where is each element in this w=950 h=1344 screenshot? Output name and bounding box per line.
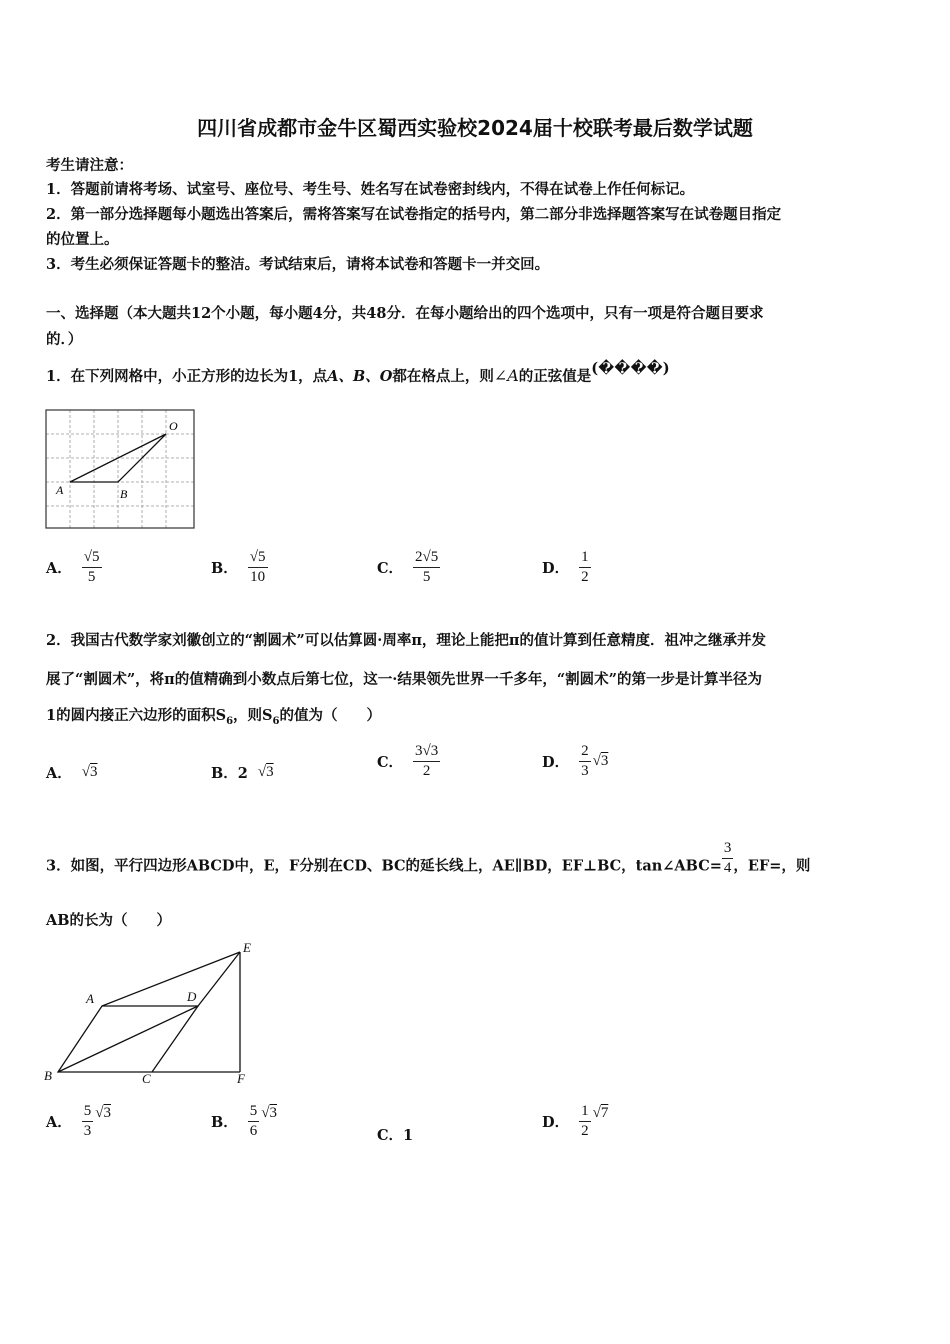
q2-option-d[interactable]: D． $\frac{2}{3}$ √3 xyxy=(542,743,609,779)
sqrt: √3 xyxy=(257,764,274,780)
q2-option-b[interactable]: B．2 √3 xyxy=(211,764,274,782)
notice-item-2-cont: 的位置上。 xyxy=(46,231,119,248)
point-a-label: A xyxy=(86,991,94,1006)
point-e-label: E xyxy=(243,940,251,955)
question-2-line-3: 1的圆内接正六边形的面积$S_6$，则$S_6$的值为（ ） xyxy=(46,707,381,727)
fraction: $\frac{2}{3}$ xyxy=(581,743,589,779)
question-1-grid-figure xyxy=(44,408,198,532)
sqrt: √7 xyxy=(592,1105,609,1121)
sqrt: √3 xyxy=(261,1105,277,1121)
q3-option-b[interactable]: B． $\frac{5}{6}$ √3 xyxy=(211,1103,277,1139)
fraction: $\frac{2√5}{5}$ xyxy=(415,549,439,585)
notice-heading: 考生请注意： xyxy=(46,157,133,174)
question-3-line-1: 3．如图，平行四边形ABCD中，E，F分别在CD、BC的延长线上，AE∥BD，EF⊥BC，tan∠ABC= $\frac{3}{4}$ ，EF=，则 xyxy=(46,840,811,876)
point-b-label: B xyxy=(120,487,128,501)
fraction: $\frac{3√3}{2}$ xyxy=(415,743,439,779)
q2-option-a[interactable]: A． √3 xyxy=(46,764,98,782)
q1-option-a[interactable]: A． $\frac{√5}{5}$ xyxy=(46,549,100,585)
q3-option-c[interactable]: C．1 xyxy=(377,1127,414,1144)
point-d-label: D xyxy=(187,989,197,1004)
fraction: $\frac{5}{3}$ xyxy=(83,1103,92,1139)
point-c-label: C xyxy=(142,1071,151,1086)
notice-item-3: 3．考生必须保证答题卡的整洁。考试结束后，请将本试卷和答题卡一并交回。 xyxy=(46,256,550,273)
q1-option-d[interactable]: D． $\frac{1}{2}$ xyxy=(542,549,589,585)
question-1-text: 1．在下列网格中，小正方形的边长为1，点A、B、O都在格点上，则∠A的正弦值是(����) xyxy=(46,360,670,385)
page-title: 四川省成都市金牛区蜀西实验校2024届十校联考最后数学试题 xyxy=(197,116,753,140)
tan-fraction: $\frac{3}{4}$ xyxy=(723,840,732,876)
point-f-label: F xyxy=(237,1071,245,1086)
q1-option-b[interactable]: B． $\frac{√5}{10}$ xyxy=(211,549,266,585)
question-2-line-2: 展了“割圆术”，将π的值精确到小数点后第七位，这一·结果领先世界一千多年，“割圆术”的第一步是计算半径为 xyxy=(46,671,763,688)
section-heading-cont: 的．） xyxy=(46,331,83,348)
sqrt: √3 xyxy=(592,753,609,769)
section-heading: 一、选择题（本大题共12个小题，每小题4分，共48分．在每小题给出的四个选项中，只有一项是符合题目要求 xyxy=(46,305,764,322)
fraction: $\frac{1}{2}$ xyxy=(581,549,589,585)
question-3-parallelogram-figure xyxy=(40,940,265,1090)
point-a-label: A xyxy=(56,483,64,497)
question-3-line-2: AB的长为（ ） xyxy=(46,912,172,929)
sqrt: √3 xyxy=(95,1105,111,1121)
q1-option-c[interactable]: C． $\frac{2√5}{5}$ xyxy=(377,549,439,585)
notice-item-2: 2．第一部分选择题每小题选出答案后，需将答案写在试卷指定的括号内，第二部分非选择题答案写在试卷题目指定 xyxy=(46,206,782,223)
notice-item-1: 1．答题前请将考场、试室号、座位号、考生号、姓名写在试卷密封线内，不得在试卷上作任何标记。 xyxy=(46,181,695,198)
sqrt: √3 xyxy=(81,764,98,780)
q2-option-c[interactable]: C． $\frac{3√3}{2}$ xyxy=(377,743,439,779)
q3-option-d[interactable]: D． $\frac{1}{2}$ √7 xyxy=(542,1103,609,1139)
fraction: $\frac{1}{2}$ xyxy=(581,1103,589,1139)
question-2-line-1: 2．我国古代数学家刘徽创立的“割圆术”可以估算圆·周率π，理论上能把π的值计算到任意精度．祖冲之继承并发 xyxy=(46,632,767,649)
point-o-label: O xyxy=(169,419,178,433)
fraction: $\frac{√5}{10}$ xyxy=(249,549,266,585)
fraction: $\frac{√5}{5}$ xyxy=(83,549,100,585)
q3-option-a[interactable]: A． $\frac{5}{3}$ √3 xyxy=(46,1103,111,1139)
fraction: $\frac{5}{6}$ xyxy=(249,1103,258,1139)
point-b-label: B xyxy=(44,1068,52,1083)
